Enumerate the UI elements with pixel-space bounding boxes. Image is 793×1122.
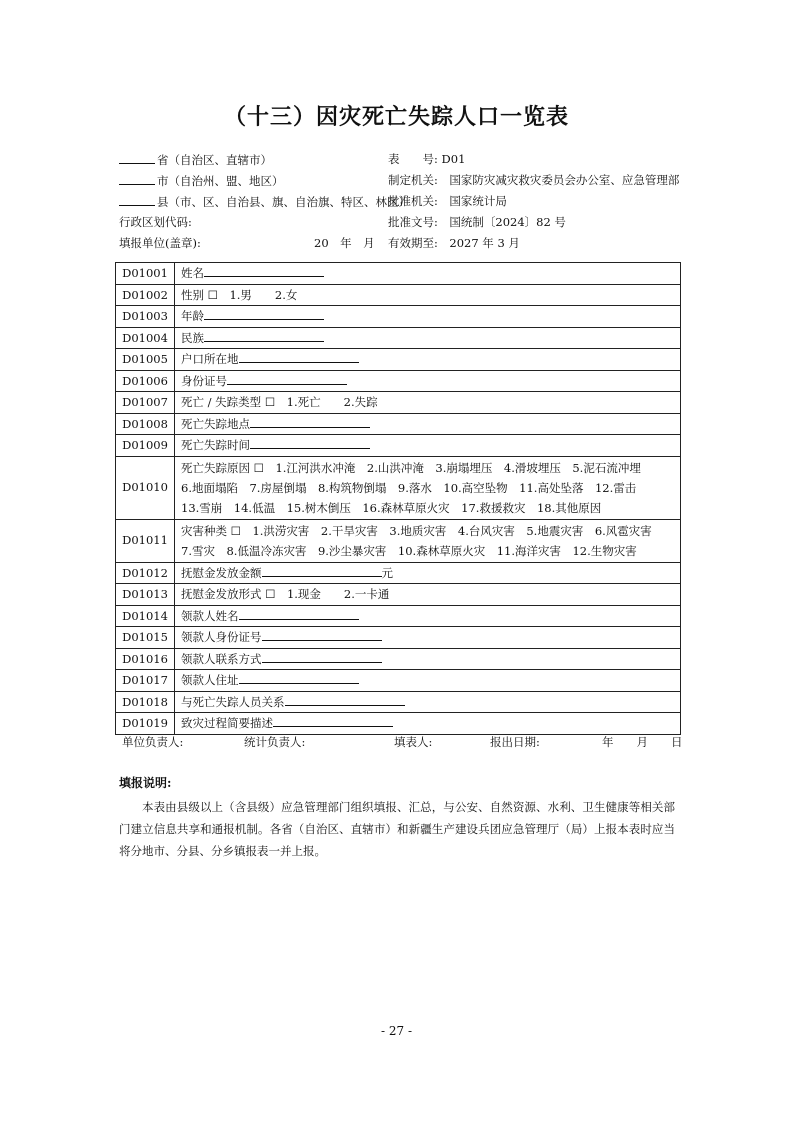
- table-row: [116, 605, 681, 627]
- row-code: D01001: [116, 263, 175, 285]
- row-code: D01013: [116, 584, 175, 606]
- unit-head-label: 单位负责人:: [122, 735, 184, 749]
- table-row: [116, 519, 681, 562]
- fill-line[interactable]: [250, 435, 370, 449]
- table-row: [116, 370, 681, 392]
- table-row: [116, 562, 681, 584]
- county-line: [119, 193, 410, 210]
- unit-label: 填报单位(盖章):: [119, 236, 201, 250]
- fill-line[interactable]: [262, 563, 382, 577]
- row-code: D01017: [116, 670, 175, 692]
- fill-date: 20 年 月: [314, 236, 375, 250]
- table-row: [116, 306, 681, 328]
- row-code: D01016: [116, 648, 175, 670]
- row-field[interactable]: [175, 435, 681, 457]
- table-row: [116, 456, 681, 519]
- city-label: 市（自治州、盟、地区）: [157, 174, 284, 188]
- table-row: [116, 284, 681, 306]
- row-label: 身份证号: [181, 373, 227, 388]
- table-row: [116, 349, 681, 371]
- row-label: 年龄: [181, 309, 204, 323]
- row-field[interactable]: [175, 670, 681, 692]
- casualty-table: [115, 262, 681, 735]
- row-label: 抚慰金发放金额: [181, 565, 262, 580]
- report-date-parts: 年 月 日: [602, 735, 683, 749]
- fill-line[interactable]: [262, 649, 382, 663]
- notes-body: 本表由县级以上（含县级）应急管理部门组织填报、汇总，与公安、自然资源、水利、卫生健康等相关部门建立信息共享和通报机制。各省（自治区、直辖市）和新疆生产建设兵团应急管理厅（局）上报本表时应当将分地市、分县、分乡镇报表一并上报。: [119, 800, 675, 858]
- table-row: [116, 413, 681, 435]
- table-row: [116, 670, 681, 692]
- province-label: 省（自治区、直辖市）: [157, 153, 272, 167]
- fill-line[interactable]: [239, 606, 359, 620]
- row-label: 致灾过程简要描述: [181, 716, 273, 730]
- row-label: 民族: [181, 330, 204, 345]
- table-number: 表 号: D01: [388, 152, 466, 166]
- row-field[interactable]: [175, 605, 681, 627]
- page-number: - 27 -: [380, 1024, 412, 1038]
- row-label: 姓名: [181, 266, 204, 280]
- row-field[interactable]: [175, 627, 681, 649]
- fill-line[interactable]: [204, 263, 324, 277]
- row-code: D01007: [116, 392, 175, 414]
- fill-line[interactable]: [262, 627, 382, 641]
- row-field[interactable]: [175, 413, 681, 435]
- row-code: D01012: [116, 562, 175, 584]
- row-field[interactable]: [175, 370, 681, 392]
- row-code: D01011: [116, 519, 175, 562]
- fill-line[interactable]: [250, 414, 370, 428]
- row-label: 与死亡失踪人员关系: [181, 694, 285, 709]
- stats-head-label: 统计负责人:: [244, 735, 306, 749]
- row-code: D01002: [116, 284, 175, 306]
- row-code: D01010: [116, 456, 175, 519]
- approver: 批准机关: 国家统计局: [388, 194, 507, 208]
- fill-line[interactable]: [227, 371, 347, 385]
- province-line: [119, 151, 272, 168]
- row-label: 领款人身份证号: [181, 630, 262, 644]
- fill-line[interactable]: [285, 692, 405, 706]
- fill-line[interactable]: [204, 328, 324, 342]
- fill-line[interactable]: [273, 713, 393, 727]
- county-label: 县（市、区、自治县、旗、自治旗、特区、林区）: [157, 195, 410, 209]
- row-label: 死亡失踪时间: [181, 438, 250, 452]
- row-label: 死亡失踪地点: [181, 416, 250, 431]
- row-field[interactable]: [175, 349, 681, 371]
- table-row: [116, 435, 681, 457]
- cause-options[interactable]: [175, 456, 681, 519]
- table-row: [116, 713, 681, 735]
- row-field[interactable]: 抚慰金发放形式 ☐ 1.现金 2.一卡通: [175, 584, 681, 606]
- row-field[interactable]: [175, 263, 681, 285]
- row-field[interactable]: [175, 306, 681, 328]
- row-label: 领款人住址: [181, 673, 239, 687]
- row-code: D01003: [116, 306, 175, 328]
- row-code: D01006: [116, 370, 175, 392]
- row-field[interactable]: [175, 648, 681, 670]
- row-code: D01019: [116, 713, 175, 735]
- table-row: [116, 648, 681, 670]
- row-code: D01014: [116, 605, 175, 627]
- row-code: D01015: [116, 627, 175, 649]
- table-row: [116, 263, 681, 285]
- page-title: （十三）因灾死亡失踪人口一览表: [223, 104, 569, 130]
- row-code: D01008: [116, 413, 175, 435]
- table-row: [116, 691, 681, 713]
- row-label: 领款人姓名: [181, 608, 239, 623]
- notes-title: 填报说明:: [119, 776, 172, 790]
- option-line: 灾害种类 ☐ 1.洪涝灾害 2.干旱灾害 3.地质灾害 4.台风灾害 5.地震灾害 6.风雹灾害: [181, 523, 652, 538]
- option-line: 6.地面塌陷 7.房屋倒塌 8.构筑物倒塌 9.落水 10.高空坠物 11.高处坠落 12.雷击: [181, 480, 637, 495]
- fill-line[interactable]: [239, 349, 359, 363]
- authority: 制定机关: 国家防灾减灾救灾委员会办公室、应急管理部: [388, 173, 680, 187]
- row-code: D01004: [116, 327, 175, 349]
- table-row: [116, 627, 681, 649]
- row-field[interactable]: 死亡 / 失踪类型 ☐ 1.死亡 2.失踪: [175, 392, 681, 414]
- region-code-label: 行政区划代码:: [119, 215, 192, 229]
- county-blank[interactable]: [119, 193, 155, 206]
- row-code: D01005: [116, 349, 175, 371]
- city-line: [119, 172, 284, 189]
- fill-line[interactable]: [204, 306, 324, 320]
- filler-label: 填表人:: [394, 735, 433, 749]
- row-field[interactable]: 性别 ☐ 1.男 2.女: [175, 284, 681, 306]
- unit-suffix: 元: [381, 565, 393, 580]
- row-label: 领款人联系方式: [181, 651, 262, 666]
- row-code: D01009: [116, 435, 175, 457]
- row-field[interactable]: [175, 327, 681, 349]
- table-row: [116, 327, 681, 349]
- approval-number: 批准文号: 国统制〔2024〕82 号: [388, 215, 566, 229]
- table-row: [116, 392, 681, 414]
- row-code: D01018: [116, 691, 175, 713]
- row-field[interactable]: [175, 562, 681, 584]
- province-blank[interactable]: [119, 151, 155, 164]
- table-row: [116, 584, 681, 606]
- option-line: 死亡失踪原因 ☐ 1.江河洪水冲淹 2.山洪冲淹 3.崩塌埋压 4.滑坡埋压 5.泥石流冲埋: [181, 460, 641, 475]
- option-line: 7.雪灾 8.低温冷冻灾害 9.沙尘暴灾害 10.森林草原火灾 11.海洋灾害 12.生物灾害: [181, 543, 637, 558]
- city-blank[interactable]: [119, 172, 155, 185]
- row-field[interactable]: [175, 691, 681, 713]
- disaster-type-options[interactable]: [175, 519, 681, 562]
- option-line: 13.雪崩 14.低温 15.树木倒压 16.森林草原火灾 17.救援救灾 18.其他原因: [181, 500, 602, 515]
- valid-until: 有效期至: 2027 年 3 月: [388, 236, 520, 250]
- row-field[interactable]: [175, 713, 681, 735]
- row-label: 户口所在地: [181, 352, 239, 366]
- fill-line[interactable]: [239, 670, 359, 684]
- report-date-label: 报出日期:: [490, 735, 540, 749]
